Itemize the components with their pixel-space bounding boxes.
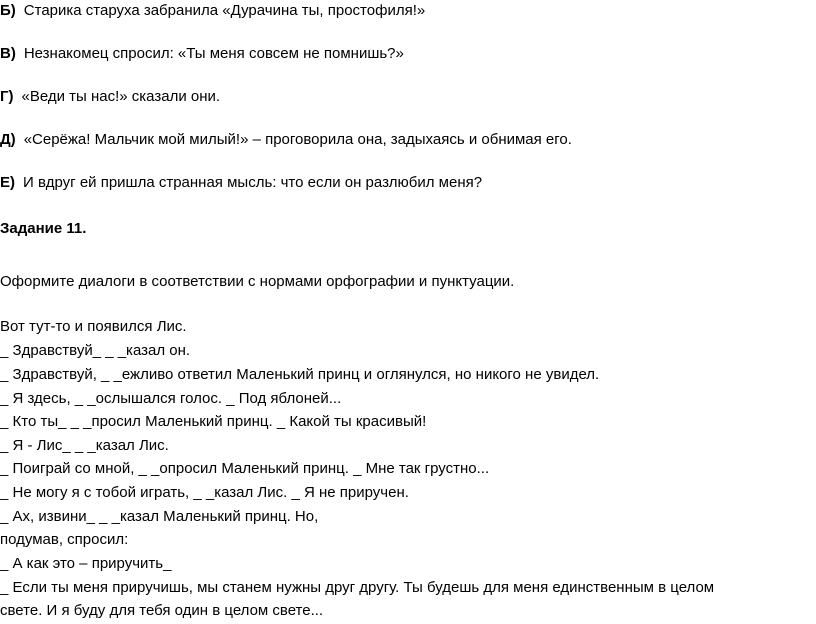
dialogue-line: _ Если ты меня приручишь, мы станем нужны друг другу. Ты будешь для меня единственным в целом — [0, 579, 715, 596]
option-text: Старика старуха забранила «Дурачина ты, простофиля!» — [23, 2, 426, 19]
option-marker: Б) — [0, 2, 16, 19]
option-e — [0, 174, 482, 192]
task-title: Задание 11. — [0, 220, 87, 237]
option-marker: В) — [0, 45, 16, 62]
dialogue-line: _ Здравствуй_ _ _казал он. — [0, 342, 191, 359]
dialogue-line: _ Здравствуй, _ _ежливо ответил Маленький принц и оглянулся, но никого не увидел. — [0, 366, 600, 383]
dialogue-line: _ Я здесь, _ _ослышался голос. _ Под яблоней... — [0, 390, 342, 407]
dialogue-line: _ Поиграй со мной, _ _опросил Маленький принц. _ Мне так грустно... — [0, 460, 490, 477]
dialogue-line: Вот тут-то и появился Лис. — [0, 318, 187, 335]
option-d — [0, 131, 572, 149]
dialogue-line: _ Ах, извини_ _ _казал Маленький принц. Но, — [0, 508, 319, 525]
option-text: Незнакомец спросил: «Ты меня совсем не помнишь?» — [23, 45, 404, 62]
dialogue-line: _ А как это – приручить_ — [0, 555, 172, 572]
dialogue-line: _ Кто ты_ _ _просил Маленький принц. _ Какой ты красивый! — [0, 413, 427, 430]
option-text: И вдруг ей пришла странная мысль: что если он разлюбил меня? — [23, 174, 483, 191]
task-instruction: Оформите диалоги в соответствии с нормами орфографии и пунктуации. — [0, 273, 515, 290]
option-text: «Серёжа! Мальчик мой милый!» – проговорила она, задыхаясь и обнимая его. — [23, 131, 572, 148]
dialogue-line: _ Не могу я с тобой играть, _ _казал Лис. _ Я не приручен. — [0, 484, 409, 501]
option-v — [0, 45, 404, 63]
dialogue-line: подумав, спросил: — [0, 531, 129, 548]
option-marker: Г) — [0, 88, 14, 105]
option-g — [0, 88, 220, 106]
option-text: «Веди ты нас!» сказали они. — [21, 88, 221, 105]
option-marker: Е) — [0, 174, 15, 191]
option-marker: Д) — [0, 131, 16, 148]
dialogue-line: свете. И я буду для тебя один в целом свете... — [0, 602, 324, 619]
dialogue-line: _ Я - Лис_ _ _казал Лис. — [0, 437, 169, 454]
option-b — [0, 2, 425, 20]
